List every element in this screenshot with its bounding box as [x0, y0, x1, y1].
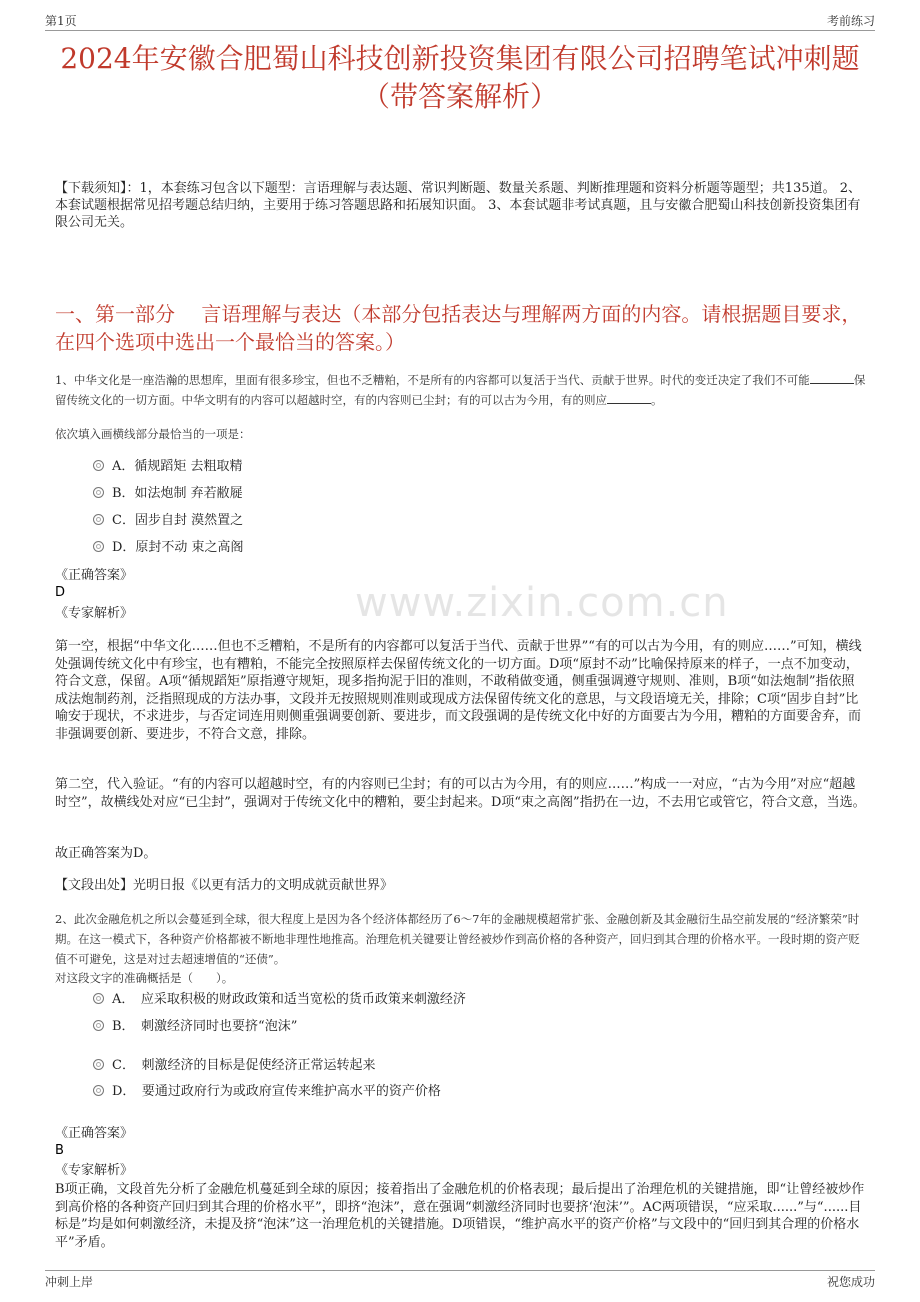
radio-icon[interactable]: [93, 1059, 104, 1070]
question-2-stem: 2、此次金融危机之所以会蔓延到全球，很大程度上是因为各个经济体都经历了6～7年的金融规模超常扩张、金融创新及其金融衍生品空前发展的“经济繁荣”时期。在这一模式下，各种资产价格都被不断地非理性地推高。治理危机关键要让曾经被炒作到高价格的各种资产，回归到其合理的价格水平。一段时期的资产贬值不可避免，这是对过去超速增值的“还债”。: [55, 912, 860, 966]
q2-answer-label: 《正确答案》: [55, 1126, 134, 1141]
q1-answer: D: [55, 585, 66, 600]
q2-option-c[interactable]: C． 刺激经济的目标是促使经济正常运转起来: [93, 1057, 375, 1075]
section-heading: 一、第一部分 言语理解与表达（本部分包括表达与理解两方面的内容。请根据题目要求，在四个选项中选出一个最恰当的答案。）: [55, 302, 862, 354]
footer-left: 冲刺上岸: [45, 1275, 94, 1289]
question-1-stem: 1、中华文化是一座浩瀚的思想库，里面有很多珍宝，但也不乏糟粕，不是所有的内容都可以复活于当代、贡献于世界。时代的变迁决定了我们不可能 保留传统文化的一切方面。中华文明有的内容可以超越时空，有的内容则已尘封；有的可以古为今用，有的则应 。: [55, 373, 866, 407]
page-footer: [45, 1270, 875, 1291]
q2-analysis-label: 《专家解析》: [55, 1163, 134, 1178]
q1-analysis-paragraph-2: 第二空，代入验证。“有的内容可以超越时空，有的内容则已尘封；有的可以古为今用，有的则应……”构成一一对应，“古为今用”对应“超越时空”，故横线处对应“已尘封”，强调对于传统文化中的糟粕，要尘封起来。D项“束之高阁”指扔在一边，不去用它或管它，符合文意，当选。: [55, 777, 866, 810]
q1-option-a[interactable]: A．循规蹈矩 去粗取精: [93, 458, 243, 476]
footer-right: 祝您成功: [826, 1275, 875, 1289]
q1-analysis-paragraph-1: 第一空，根据“中华文化……但也不乏糟粕，不是所有的内容都可以复活于当代、贡献于世界”“有的可以古为今用，有的则应……”可知，横线处强调传统文化中有珍宝，也有糟粕，不能完全按照原样去保留传统文化的一切方面。D项“原封不动”比喻保持原来的样子，一点不加变动，符合文意，保留。A项“循规蹈矩”原指遵守规矩，现多指拘泥于旧的准则，不敢稍做变通，侧重强调遵守规则、准则，B项“如法炮制”指依照成法炮制药剂，泛指照现成的方法办事，文段并无按照规则准则或现成方法保留传统文化的意思，与文段语境无关，排除；C项“固步自封”比喻安于现状，不求进步，与否定词连用则侧重强调要创新、要进步，而文段强调的是传统文化中好的方面要古为今用，糟粕的方面要舍弃，而非强调要创新、要进步，不符合文意，排除。: [55, 639, 862, 742]
radio-icon[interactable]: [93, 1085, 104, 1096]
q1-source: 【文段出处】光明日报《以更有活力的文明成就贡献世界》: [55, 878, 394, 893]
q1-conclusion: 故正确答案为D。: [55, 846, 157, 861]
radio-icon[interactable]: [93, 460, 104, 471]
radio-icon[interactable]: [93, 1020, 104, 1031]
download-notice: 【下载须知】：1，本套练习包含以下题型：言语理解与表达题、常识判断题、数量关系题、判断推理题和资料分析题等题型；共135道。 2、本套试题根据常见招考题总结归纳，主要用于练习答题思路和拓展知识面。 3、本套试题非考试真题，且与安徽合肥蜀山科技创新投资集团有限公司无关。: [55, 181, 861, 230]
fill-blank-1: [810, 373, 854, 384]
radio-icon[interactable]: [93, 514, 104, 525]
watermark: www.zixin.com.cn: [355, 580, 729, 626]
header-tag: 考前练习: [826, 14, 875, 28]
page-number: 第1页: [45, 14, 77, 28]
radio-icon[interactable]: [93, 487, 104, 498]
q2-option-a[interactable]: A． 应采取积极的财政政策和适当宽松的货币政策来刺激经济: [93, 991, 466, 1009]
q1-option-d[interactable]: D．原封不动 束之高阁: [93, 539, 244, 557]
q2-answer: B: [55, 1143, 64, 1158]
radio-icon[interactable]: [93, 993, 104, 1004]
q1-analysis-label: 《专家解析》: [55, 606, 134, 621]
q1-answer-label: 《正确答案》: [55, 568, 134, 583]
q1-option-b[interactable]: B．如法炮制 弃若敝屣: [93, 485, 243, 503]
q2-analysis: B项正确，文段首先分析了金融危机蔓延到全球的原因；接着指出了金融危机的价格表现；最后提出了治理危机的关键措施，即“让曾经被炒作到高价格的各种资产回归到其合理的价格水平”，即挤“泡沫”，意在强调“刺激经济同时也要挤‘泡沫’”。AC两项错误，“应采取......”与“......目标是”均是如何刺激经济，未提及挤“泡沫”这一治理危机的关键措施。D项错误，“维护高水平的资产价格”与文段中的“回归到其合理的价格水平”矛盾。: [55, 1182, 865, 1250]
q2-option-d[interactable]: D． 要通过政府行为或政府宣传来维护高水平的资产价格: [93, 1083, 441, 1101]
q2-option-b[interactable]: B． 刺激经济同时也要挤“泡沫”: [93, 1018, 297, 1036]
page-header: [45, 12, 875, 31]
q1-option-c[interactable]: C．固步自封 漠然置之: [93, 512, 243, 530]
fill-blank-2: [607, 393, 651, 404]
question-2-prompt: 对这段文字的准确概括是（ ）。: [55, 971, 234, 985]
question-1-prompt: 依次填入画横线部分最恰当的一项是：: [55, 427, 251, 441]
radio-icon[interactable]: [93, 541, 104, 552]
document-title: 2024年安徽合肥蜀山科技创新投资集团有限公司招聘笔试冲刺题（带答案解析）: [60, 42, 860, 113]
